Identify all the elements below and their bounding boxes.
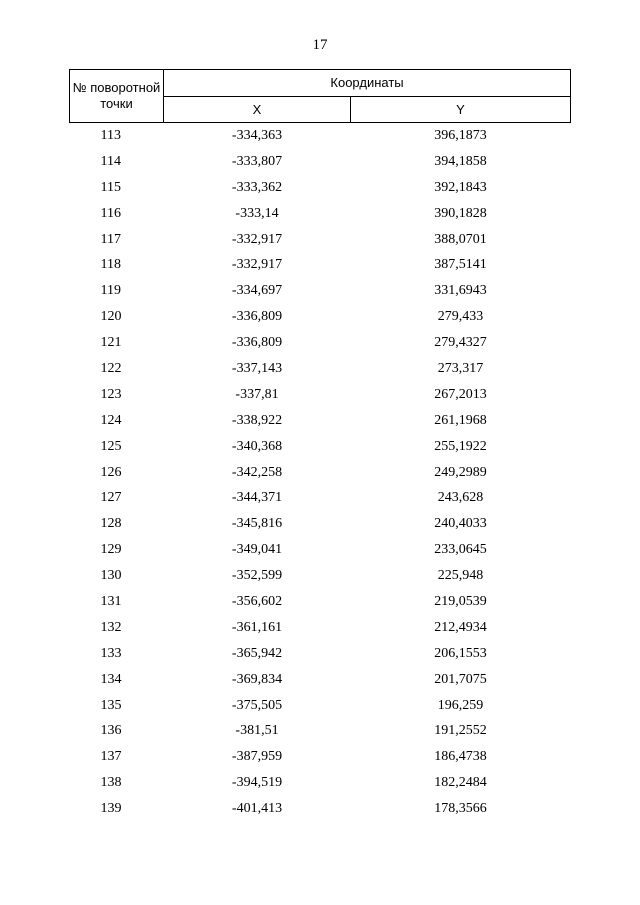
table-body: [70, 123, 571, 823]
point-number-cell: 139: [100, 801, 122, 817]
x-coordinate-cell: -332,917: [231, 231, 283, 247]
table-row: [70, 149, 571, 175]
table-row: [70, 770, 571, 796]
point-number-header: № поворотной точки: [70, 70, 164, 123]
x-coordinate-cell: -387,959: [231, 749, 283, 765]
coordinates-table: [69, 69, 571, 822]
x-coordinate-cell: -338,922: [231, 412, 283, 428]
x-coordinate-cell: -365,942: [231, 645, 283, 661]
table-row: [70, 693, 571, 719]
point-number-cell: 114: [100, 153, 121, 169]
point-number-cell: 124: [100, 412, 122, 428]
y-coordinate-cell: 201,7075: [434, 671, 487, 687]
table-row: [70, 434, 571, 460]
y-coordinate-cell: 387,5141: [434, 257, 487, 273]
y-coordinate-cell: 388,0701: [434, 231, 487, 247]
x-coordinate-cell: -381,51: [235, 723, 279, 739]
table-row: [70, 563, 571, 589]
point-number-cell: 118: [100, 257, 121, 273]
point-number-cell: 116: [100, 205, 121, 221]
y-coordinate-cell: 331,6943: [434, 283, 487, 299]
y-coordinate-cell: 240,4033: [434, 516, 487, 532]
table-row: [70, 382, 571, 408]
y-coordinate-cell: 390,1828: [434, 205, 487, 221]
point-number-cell: 120: [100, 309, 122, 325]
point-number-cell: 122: [100, 360, 122, 376]
y-coordinate-cell: 394,1858: [434, 153, 487, 169]
point-number-cell: 135: [100, 697, 122, 713]
x-coordinate-cell: -349,041: [231, 542, 283, 558]
point-number-cell: 136: [100, 723, 122, 739]
x-column-header: X: [164, 96, 351, 123]
table-row: [70, 537, 571, 563]
y-coordinate-cell: 219,0539: [434, 593, 487, 609]
x-coordinate-cell: -337,143: [231, 360, 283, 376]
table-row: [70, 330, 571, 356]
table-row: [70, 227, 571, 253]
point-number-cell: 117: [100, 231, 121, 247]
table-row: [70, 175, 571, 201]
x-coordinate-cell: -333,14: [235, 205, 279, 221]
y-coordinate-cell: 267,2013: [434, 386, 487, 402]
y-coordinate-cell: 243,628: [437, 490, 484, 506]
table-row: [70, 123, 571, 149]
point-number-cell: 125: [100, 438, 122, 454]
table-row: [70, 511, 571, 537]
point-number-cell: 113: [100, 127, 121, 143]
x-coordinate-cell: -394,519: [231, 775, 283, 791]
y-coordinate-cell: 206,1553: [434, 645, 487, 661]
table-row: [70, 408, 571, 434]
x-coordinate-cell: -352,599: [231, 568, 283, 584]
y-coordinate-cell: 255,1922: [434, 438, 487, 454]
x-coordinate-cell: -334,363: [231, 127, 283, 143]
y-coordinate-cell: 273,317: [437, 360, 484, 376]
y-coordinate-cell: 182,2484: [434, 775, 487, 791]
table-row: [70, 356, 571, 382]
y-coordinate-cell: 178,3566: [434, 801, 487, 817]
y-coordinate-cell: 225,948: [437, 568, 484, 584]
x-coordinate-cell: -333,362: [231, 179, 283, 195]
x-coordinate-cell: -361,161: [231, 619, 283, 635]
x-coordinate-cell: -342,258: [231, 464, 283, 480]
table-row: [70, 304, 571, 330]
y-coordinate-cell: 392,1843: [434, 179, 487, 195]
table-row: [70, 667, 571, 693]
y-coordinate-cell: 196,259: [437, 697, 484, 713]
point-number-cell: 138: [100, 775, 122, 791]
page-number: 17: [312, 37, 328, 53]
y-coordinate-cell: 279,4327: [434, 335, 487, 351]
point-number-cell: 123: [100, 386, 122, 402]
x-coordinate-cell: -356,602: [231, 593, 283, 609]
point-number-cell: 133: [100, 645, 122, 661]
x-coordinate-cell: -344,371: [231, 490, 283, 506]
table-row: [70, 744, 571, 770]
y-coordinate-cell: 261,1968: [434, 412, 487, 428]
table-row: [70, 589, 571, 615]
table-row: [70, 252, 571, 278]
x-coordinate-cell: -401,413: [231, 801, 283, 817]
table-row: [70, 796, 571, 822]
table-row: [70, 641, 571, 667]
x-coordinate-cell: -336,809: [231, 309, 283, 325]
table-row: [70, 615, 571, 641]
point-number-cell: 115: [100, 179, 121, 195]
point-number-cell: 119: [100, 283, 121, 299]
point-number-cell: 137: [100, 749, 122, 765]
x-coordinate-cell: -337,81: [235, 386, 279, 402]
coordinates-header: Координаты: [164, 70, 571, 97]
point-number-cell: 131: [100, 593, 122, 609]
table-row: [70, 201, 571, 227]
point-number-cell: 130: [100, 568, 122, 584]
table-header: [70, 70, 571, 123]
point-number-cell: 121: [100, 335, 122, 351]
x-coordinate-cell: -334,697: [231, 283, 283, 299]
x-coordinate-cell: -332,917: [231, 257, 283, 273]
x-coordinate-cell: -333,807: [231, 153, 283, 169]
point-number-cell: 128: [100, 516, 122, 532]
y-coordinate-cell: 212,4934: [434, 619, 487, 635]
y-coordinate-cell: 279,433: [437, 309, 484, 325]
point-number-cell: 132: [100, 619, 122, 635]
y-coordinate-cell: 191,2552: [434, 723, 487, 739]
y-coordinate-cell: 249,2989: [434, 464, 487, 480]
x-coordinate-cell: -340,368: [231, 438, 283, 454]
y-coordinate-cell: 186,4738: [434, 749, 487, 765]
table-row: [70, 485, 571, 511]
y-column-header: Y: [351, 96, 571, 123]
x-coordinate-cell: -336,809: [231, 335, 283, 351]
point-number-cell: 126: [100, 464, 122, 480]
x-coordinate-cell: -375,505: [231, 697, 283, 713]
point-number-cell: 134: [100, 671, 122, 687]
y-coordinate-cell: 396,1873: [434, 127, 487, 143]
point-number-cell: 129: [100, 542, 122, 558]
table-row: [70, 718, 571, 744]
table-row: [70, 460, 571, 486]
y-coordinate-cell: 233,0645: [434, 542, 487, 558]
x-coordinate-cell: -369,834: [231, 671, 283, 687]
table-row: [70, 278, 571, 304]
point-number-cell: 127: [100, 490, 122, 506]
x-coordinate-cell: -345,816: [231, 516, 283, 532]
